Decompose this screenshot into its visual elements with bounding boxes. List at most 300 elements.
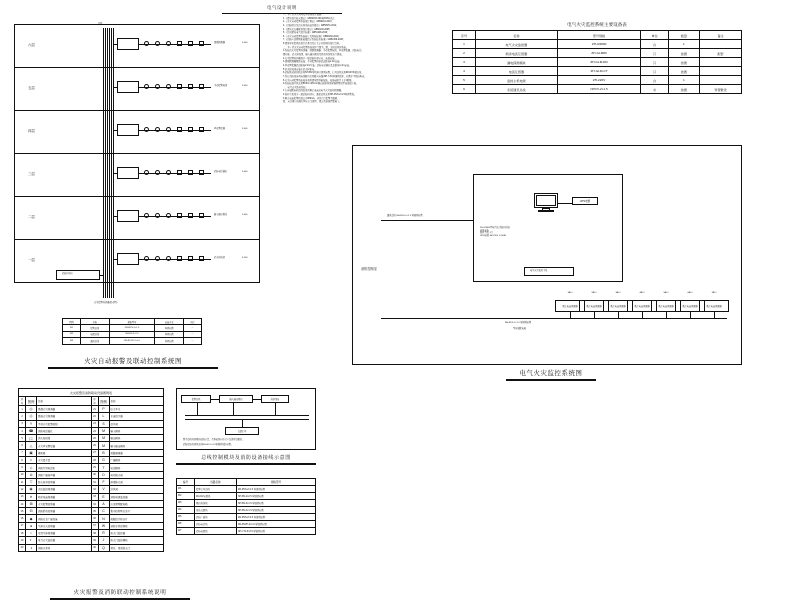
cell: 通讯总线 <box>80 338 109 344</box>
table-row <box>177 528 316 535</box>
riser-table-header: 图例 <box>63 319 81 325</box>
riser-facp-label: 消防控制室 <box>62 273 73 275</box>
note-line: 四、未尽事宜按现行国家有关规程、规范及标准图集施工。 <box>283 101 342 104</box>
cell: ZH-GLM80 <box>557 49 641 58</box>
legend-symbol: ◇ <box>26 464 37 471</box>
cell: 15 <box>19 508 26 515</box>
cell: 13 <box>19 493 26 500</box>
cell: 按图 <box>668 58 699 67</box>
cell: 电源总线 <box>80 331 109 337</box>
monitor-host-icon <box>534 193 558 213</box>
cell: 按图 <box>668 67 699 76</box>
legend-symbol: E <box>98 493 109 500</box>
riser-floor-label: 二层 <box>28 215 35 219</box>
cell: 11 <box>19 478 26 485</box>
cell: 39 <box>91 537 98 544</box>
table-row <box>453 67 742 76</box>
cell: 模块控制线 <box>195 500 237 507</box>
table-row <box>19 478 164 485</box>
cell: — <box>184 325 202 331</box>
riser-device-io-module <box>188 84 193 89</box>
cell: 电流互感器 <box>476 67 558 76</box>
riser-device-hydrant-button <box>199 170 204 175</box>
note-line: 2.《火灾自动报警系统设计规范》GB50116-2013； <box>283 21 334 24</box>
cell: NH-BV-2×2.5 <box>109 331 155 337</box>
legend-symbol: ○ <box>26 530 37 537</box>
cell: 消防广播线 <box>195 514 237 521</box>
riser-device-smoke-detector <box>144 127 149 132</box>
cell: 17 <box>19 522 26 529</box>
cell: 消防电话线 <box>195 521 237 528</box>
cable-header: 线路名称 <box>195 479 237 486</box>
host-note <box>480 227 588 237</box>
riser-device-smoke-detector <box>144 84 149 89</box>
wiring-block: 控制设备 <box>261 395 289 403</box>
note-line: 4.声光警报器底边距地2.2m壁装；消防电话插孔底边距地1.4m安装。 <box>283 64 352 67</box>
system-caption <box>506 368 596 381</box>
riser-caption-text: 火灾自动报警及联动控制系统图 <box>84 358 182 365</box>
note-line: 4.《建筑灭火器配置设计规范》GB50140-2005； <box>283 28 332 31</box>
riser-device-manual-button <box>155 213 160 218</box>
cell: 1 <box>668 40 699 49</box>
cell: 信号阀 <box>109 420 164 427</box>
riser-floor-label: 五层 <box>28 86 35 90</box>
cell: 8 <box>19 457 26 464</box>
table-row <box>19 435 164 442</box>
cell: 18 <box>19 530 26 537</box>
cable-schedule-table <box>176 478 316 535</box>
cell: 穿管敷设 <box>700 85 742 94</box>
legend-symbol: Y <box>26 420 37 427</box>
cell: 10 <box>19 471 26 478</box>
riser-module-box <box>117 81 139 93</box>
cell: 水流指示器 <box>109 413 164 420</box>
cell: 4 <box>453 67 476 76</box>
riser-floor-height: 3.000 <box>242 171 248 173</box>
riser-control-label: 火灾报警控制器(联动型) <box>94 302 118 304</box>
cell: 35 <box>91 508 98 515</box>
table-row <box>19 515 164 522</box>
cell: 31 <box>91 478 98 485</box>
riser-table-header: 规格型号 <box>109 319 155 325</box>
note-line: 3.感烟探测器吸顶安装；手动报警按钮底边距地1.4m安装； <box>283 61 342 64</box>
cell: 4 <box>19 427 26 434</box>
legend-symbol: J <box>98 537 109 544</box>
note-line: 3.剩余电流报警值设定为300mA，动作后只报警不跳闸。 <box>283 97 340 100</box>
legend-symbol: R <box>98 530 109 537</box>
table-row <box>19 471 164 478</box>
cell: 34 <box>91 500 98 507</box>
host-note-line: 监控主机: 1台 <box>480 232 494 235</box>
cable-header: 规格型号 <box>237 479 316 486</box>
table-row <box>177 500 316 507</box>
cell: 7 <box>19 449 26 456</box>
system-inner-frame <box>473 174 623 282</box>
cell: ZH-GLM-CT <box>557 67 641 76</box>
riser-device-io-module <box>188 127 193 132</box>
riser-device-phone-jack <box>177 127 182 132</box>
note-line: 7.《消防应急照明和疏散指示系统技术标准》GB51309-2018； <box>283 39 346 42</box>
riser-device-manual-button <box>155 256 160 261</box>
detector-tag: 1AL1 <box>567 292 573 294</box>
riser-device-manual-button <box>155 41 160 46</box>
electrical-fire-monitor-system-diagram <box>352 145 742 365</box>
ups-box: UPS电源 <box>572 197 598 205</box>
cell: 电话模块 <box>109 464 164 471</box>
table-row <box>177 514 316 521</box>
table-row <box>177 493 316 500</box>
cell: 37 <box>91 522 98 529</box>
legend-header: 图例 <box>26 397 37 406</box>
bus-note: 通讯总线 NH-RVS-2×1.5 穿钢管暗敷 <box>387 215 423 217</box>
riser-device-group-note: 消火栓按钮 <box>214 257 225 259</box>
cell: 19 <box>19 537 26 544</box>
cell: ZR-RVS-2×1.5 穿钢管暗敷 <box>237 514 316 521</box>
cell: 消火栓按钮 <box>37 435 92 442</box>
note-line: 模块箱、消火栓按钮、输入输出模块及联动控制设备等组成。 <box>283 54 344 57</box>
note-line: 三、电气火灾监控系统： <box>283 86 308 89</box>
cell: 只 <box>641 49 668 58</box>
module-wiring-frame <box>176 388 316 450</box>
cell: 电气火灾监控器 <box>37 537 92 544</box>
cell: 穿管暗敷 <box>155 325 184 331</box>
cell: W3 <box>63 338 81 344</box>
table-row <box>19 420 164 427</box>
detector-tag: 6AL1 <box>687 292 693 294</box>
cell: 疏散指示标志灯 <box>109 515 164 522</box>
table-row <box>19 413 164 420</box>
note-line: 6.《火灾自动报警系统施工及验收标准》GB50166-2019； <box>283 35 341 38</box>
cell: 5 <box>453 76 476 85</box>
riser-module-box <box>117 38 139 50</box>
detector-label: 剩余电流探测器 <box>586 306 602 308</box>
legend-symbol: C <box>98 508 109 515</box>
bottom-bus-label: 至各层配电箱 <box>513 328 527 330</box>
cell: ZR-RVVP-2×1.0 <box>109 338 155 344</box>
cell: 3 <box>19 420 26 427</box>
cell: ZH-G9800 <box>557 40 641 49</box>
note-line: 7.所有消防设备供电线路均采用耐火电缆(NH-YJV)穿钢管保护，暗敷于不燃结构内。 <box>283 75 367 78</box>
table-row <box>19 464 164 471</box>
riser-module-box <box>117 210 139 222</box>
cell: 排烟防火阀 <box>109 478 164 485</box>
cell: W2 <box>63 331 81 337</box>
legend-symbol: A <box>98 500 109 507</box>
riser-device-phone-jack <box>177 213 182 218</box>
legend-symbol: D <box>98 471 109 478</box>
cell: 33 <box>91 493 98 500</box>
wiring-note: 消防设备控制线采用NH-BV-2×2.5穿钢管保护暗敷。 <box>183 444 234 446</box>
fire-alarm-riser-diagram <box>14 24 260 354</box>
legend-title: 火灾报警及消防联动设备图例表 <box>19 389 164 397</box>
riser-device-io-module <box>188 170 193 175</box>
legend-symbol: V <box>98 486 109 493</box>
riser-device-manual-button <box>155 127 160 132</box>
legend-symbol: Q <box>98 544 109 551</box>
riser-floor-label: 三层 <box>28 172 35 176</box>
legend-header: 序号 <box>19 397 26 406</box>
riser-module-box <box>117 253 139 265</box>
cell: 消防电源线 <box>195 528 237 535</box>
legend-symbol: ◆ <box>26 515 37 522</box>
cell: W5 <box>177 514 195 521</box>
cell: 消防联动控制器 <box>37 508 92 515</box>
cell: 感烟火灾探测器 <box>37 406 92 413</box>
cell: 常开、常闭防火门 <box>109 544 164 551</box>
riser-floor-label: 一层 <box>28 258 35 262</box>
material-table-header: 备注 <box>700 31 742 40</box>
cell: 40 <box>91 544 98 551</box>
cell: NH-BV-2×2.5 穿钢管暗敷 <box>237 493 316 500</box>
table-row <box>19 522 164 529</box>
cell: 台 <box>641 76 668 85</box>
wiring-note: 图中总线控制模块接线示意，具体接线应符合产品说明书要求。 <box>183 439 245 441</box>
riser-device-sounder <box>166 127 171 132</box>
cell: ZH-GLM-RD <box>557 58 641 67</box>
detector-tag: 3AL1 <box>615 292 621 294</box>
host-note-line: 落地安装 <box>480 229 489 232</box>
cell: 剩余电流探测器 <box>37 493 92 500</box>
cell: ZR-RVS-2×1.5 穿钢管暗敷 <box>237 486 316 493</box>
host-note-line: UPS电源: AC220V 1.5kVA <box>480 234 506 237</box>
legend-symbol: ☎ <box>26 427 37 434</box>
cell: W1 <box>177 486 195 493</box>
table-row <box>453 76 742 85</box>
legend-symbol: F <box>98 478 109 485</box>
cell: W6 <box>177 521 195 528</box>
riser-module-box <box>117 167 139 179</box>
cell: 短路隔离器 <box>109 449 164 456</box>
cell: 米 <box>641 85 668 94</box>
detector-label: 剩余电流探测器 <box>682 306 698 308</box>
riser-device-group-note: 输入输出模块 <box>214 214 228 216</box>
note-line: 5.《民用建筑电气设计标准》GB51348-2019； <box>283 32 330 35</box>
cell: 报警信号总线 <box>195 486 237 493</box>
legend-header: 名称 <box>37 397 92 406</box>
table-row <box>19 537 164 544</box>
material-table-header: 序号 <box>453 31 476 40</box>
legend-symbol: ▣ <box>26 449 37 456</box>
material-table-header: 型号规格 <box>557 31 641 40</box>
cell: ZR-RVVP-2×1.0 穿钢管暗敷 <box>237 521 316 528</box>
cell: 3 <box>453 58 476 67</box>
riser-device-smoke-detector <box>144 256 149 261</box>
cell: 消防广播扬声器 <box>37 471 92 478</box>
note-line: 二、本工程火灾自动报警系统保护等级为二级，采用总线制系统。 <box>283 46 349 49</box>
cell: 漏电探测模块 <box>476 58 558 67</box>
riser-device-sounder <box>166 84 171 89</box>
cell: 25 <box>91 435 98 442</box>
riser-floor-label: 四层 <box>28 129 35 133</box>
cell: 6 <box>453 85 476 94</box>
table-row <box>453 58 742 67</box>
cell: 1 <box>19 406 26 413</box>
riser-device-group-note: 消防电话插孔 <box>214 171 228 173</box>
cell: 电气火灾监控器 <box>476 40 558 49</box>
cell: 消防电源监控器 <box>109 493 164 500</box>
fan-caption <box>176 454 316 465</box>
legend-symbol: ⊟ <box>26 508 37 515</box>
material-table <box>452 22 742 94</box>
riser-device-hydrant-button <box>199 127 204 132</box>
riser-device-manual-button <box>155 170 160 175</box>
cell: 穿管暗敷 <box>155 331 184 337</box>
cell: 消防水泵房 <box>37 544 92 551</box>
legend-symbol: B <box>98 449 109 456</box>
cell: 23 <box>91 420 98 427</box>
legend-symbol: M <box>98 427 109 434</box>
legend-symbol: ▽ <box>26 478 37 485</box>
table-row <box>453 49 742 58</box>
cell: 剩余电流互感器 <box>476 49 558 58</box>
legend-symbol: L <box>98 413 109 420</box>
riser-device-sounder <box>166 256 171 261</box>
material-table-title: 电气火灾监控系统主要设备表 <box>567 22 627 27</box>
note-line: 6.消防联动控制线采用NH-BV导线穿金属管暗敷，信号总线采用ZR-RVS双绞线。 <box>283 72 364 75</box>
cell: 26 <box>91 442 98 449</box>
riser-device-smoke-detector <box>144 170 149 175</box>
legend-header: 图例 <box>98 397 109 406</box>
legend-symbol: M <box>98 435 109 442</box>
note-line: 8.建设单位提供的设计任务书及有关专业提供的设计资料。 <box>283 43 342 46</box>
riser-floor-height: 3.000 <box>242 42 248 44</box>
cell: 22 <box>91 413 98 420</box>
material-table-header: 单位 <box>641 31 668 40</box>
cell: 27 <box>91 449 98 456</box>
cell: 按图 <box>668 85 699 94</box>
table-row <box>19 508 164 515</box>
riser-floor-label: 六层 <box>28 43 35 47</box>
cell: 感温火灾探测器 <box>37 413 92 420</box>
legend-caption-text: 火灾报警及消防联动控制系统说明 <box>73 590 167 596</box>
detector-tag: 7AL1 <box>711 292 717 294</box>
riser-device-manual-button <box>155 84 160 89</box>
cell: 可燃气体探测器 <box>37 530 92 537</box>
note-line: 1.在各层配电箱进线处设置剩余电流式电气火灾监控探测器。 <box>283 90 344 93</box>
cell: 按图 <box>668 49 699 58</box>
table-row <box>453 40 742 49</box>
legend-symbol: ● <box>26 522 37 529</box>
material-table-header: 名称 <box>476 31 558 40</box>
wiring-block: 输入输出模块 <box>219 395 253 403</box>
cell: 消防专用电话机 <box>37 464 92 471</box>
table-row <box>19 442 164 449</box>
cell: 20 <box>19 544 26 551</box>
cell: 集中控制型应急灯 <box>109 508 164 515</box>
legend-table <box>18 388 164 552</box>
legend-symbol: ⊙ <box>26 471 37 478</box>
table-row <box>453 85 742 94</box>
riser-device-sounder <box>166 41 171 46</box>
riser-device-hydrant-button <box>199 41 204 46</box>
cell: NH-BV-2×1.5 穿钢管暗敷 <box>237 507 316 514</box>
legend-symbol: ◎ <box>26 413 37 420</box>
wiring-block: 反馈信号 <box>225 427 259 435</box>
cell: 1 <box>668 76 699 85</box>
cell: ZR-RVS-2×1.5 <box>109 325 155 331</box>
legend-symbol: S <box>98 420 109 427</box>
cell: 报警总线 <box>80 325 109 331</box>
cell: 应急照明配电箱 <box>109 500 164 507</box>
legend-header: 名称 <box>109 397 164 406</box>
legend-symbol: P <box>98 406 109 413</box>
cable-header: 编号 <box>177 479 195 486</box>
legend-symbol: M <box>98 442 109 449</box>
riser-device-smoke-detector <box>144 41 149 46</box>
cell: 防火卷帘控制器 <box>37 478 92 485</box>
legend-symbol: ◎ <box>26 406 37 413</box>
cell: W2 <box>177 493 195 500</box>
legend-symbol: 口 <box>26 435 37 442</box>
note-line: 8.火灾自动报警系统接地利用建筑物基础接地，接地电阻不大于1欧姆。 <box>283 79 354 82</box>
table-row <box>177 521 316 528</box>
riser-device-phone-jack <box>177 170 182 175</box>
riser-device-hydrant-button <box>199 213 204 218</box>
cell: 防火门监控器 <box>109 530 164 537</box>
cell: 气体灭火控制器 <box>37 522 92 529</box>
note-line: 5.消火栓按钮安装于消火栓箱内。 <box>283 68 317 71</box>
cell: 5 <box>19 435 26 442</box>
riser-device-io-module <box>188 213 193 218</box>
cell: 广播模块 <box>109 457 164 464</box>
cell: W1 <box>63 325 81 331</box>
system-caption-text: 电气火灾监控系统图 <box>519 370 583 377</box>
cell: 台 <box>641 40 668 49</box>
design-notes <box>283 14 435 105</box>
note-line: 1.《建筑设计防火规范》GB50016-2014(2018年版)； <box>283 17 336 20</box>
cell: 32 <box>91 486 98 493</box>
riser-cable-legend-table <box>62 318 202 345</box>
riser-device-smoke-detector <box>144 213 149 218</box>
cell: NH-YJV-3×2.5 穿钢管暗敷 <box>237 528 316 535</box>
cell: 输出模块 <box>109 435 164 442</box>
detector-label: 剩余电流探测器 <box>658 306 674 308</box>
detector-label: 剩余电流探测器 <box>634 306 650 308</box>
cell: DC24V电源线 <box>195 493 237 500</box>
cell: NHVV-2×1.5 <box>557 85 641 94</box>
sheet-top-title-text: 电气设计说明 <box>267 5 297 10</box>
cell: 消防应急广播设备 <box>37 515 92 522</box>
cell: 38 <box>91 530 98 537</box>
riser-table-header: 备注 <box>184 319 202 325</box>
cell: 设备反馈线 <box>195 507 237 514</box>
table-row <box>63 338 202 344</box>
detector-tag: 2AL1 <box>591 292 597 294</box>
cell: 24 <box>91 427 98 434</box>
riser-device-group-note: 感烟探测器 <box>214 42 225 44</box>
riser-device-io-module <box>188 256 193 261</box>
legend-symbol: ◐ <box>26 537 37 544</box>
cell <box>700 58 742 67</box>
table-row <box>19 493 164 500</box>
cell: W3 <box>177 500 195 507</box>
cell: — <box>184 338 202 344</box>
riser-device-io-module <box>188 41 193 46</box>
cell <box>700 40 742 49</box>
table-row <box>19 500 164 507</box>
table-row <box>19 544 164 551</box>
cell: 29 <box>91 464 98 471</box>
legend-symbol: ✕ <box>26 493 37 500</box>
cell: 16 <box>19 515 26 522</box>
fan-caption-text: 总线控制模块及消防设备接线示意图 <box>201 455 291 461</box>
note-line: 1.系统由火灾报警控制器、感烟探测器、手动报警按钮、声光警报器、消防电话、 <box>283 50 364 53</box>
wiring-block: 报警总线 <box>181 395 211 403</box>
riser-device-phone-jack <box>177 84 182 89</box>
cell: 火灾显示盘 <box>37 457 92 464</box>
cell: 36 <box>91 515 98 522</box>
note-line: 2.火灾报警控制器设于一层消防控制室内，落地安装。 <box>283 57 337 60</box>
